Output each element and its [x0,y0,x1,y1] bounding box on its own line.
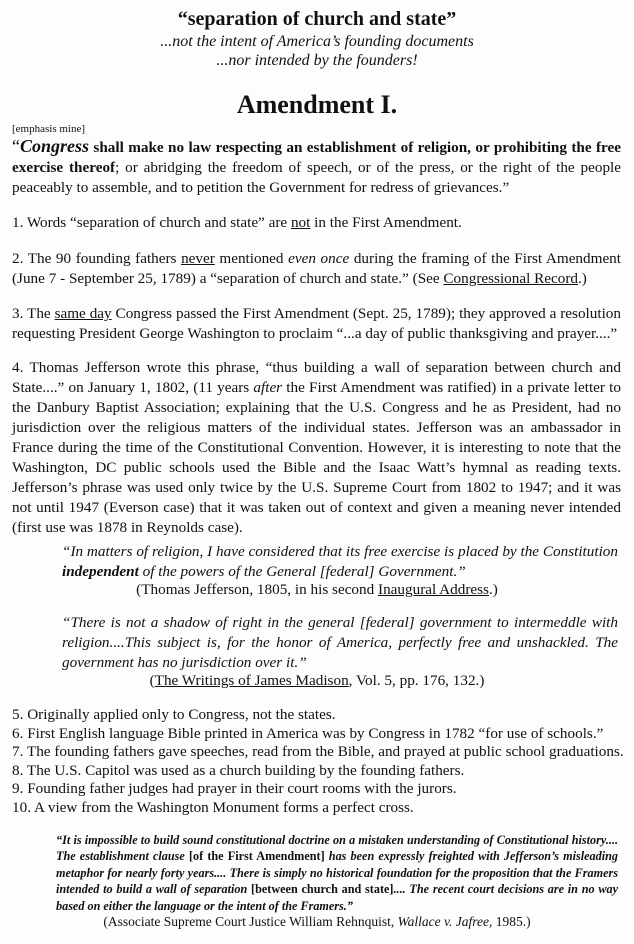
jefferson-quote-a: “In matters of religion, I have considered that its free exercise is placed by the Constitution [62,543,618,560]
point-4-italic: after [253,379,283,396]
jefferson-citation [0,580,634,600]
point-1-underline: not [290,214,311,231]
point-2 [12,249,621,289]
point-3-text-b: Congress passed the First Amendment (Sept. 25, 1789); they approved a resolution requesting President George Washington to proclaim “...a day of public thanksgiving and prayer....” [12,305,621,342]
jefferson-cite-b: .) [488,581,498,598]
congress-word: Congress [20,136,90,156]
list-item: 5. Originally applied only to Congress, not the states. [12,706,336,723]
jefferson-quote-bold: independent [62,563,139,580]
rehnquist-quote-e: .... The recent court decisions are in no way based on either the language or the intent of the Framers.” [56,882,618,913]
rehnquist-bracket-1: [of the First Amendment] [188,849,325,864]
madison-citation [0,671,634,691]
rehnquist-cite-b: , 1985.) [489,914,531,929]
jefferson-quote-c: of the powers of the General [federal] Government.” [138,563,466,580]
madison-quote: “There is not a shadow of right in the general [federal] government to intermeddle with religion....This subject is, for the honor of America, perfectly free and unshackled. The government has no jurisdiction over it.” [62,614,618,671]
point-3-underline: same day [54,305,112,322]
list-item: 8. The U.S. Capitol was used as a church building by the founding fathers. [12,761,465,779]
list-item: 10. A view from the Washington Monument forms a perfect cross. [12,798,414,816]
list-item: 7. The founding fathers gave speeches, read from the Bible, and prayed at public school graduations. [12,743,624,761]
facts-list [12,706,624,818]
point-1-text-b: in the First Amendment. [310,214,462,231]
point-2-underline-never: never [181,250,215,267]
amendment-rest: ; or abridging the freedom of speech, or of the press, or the right of the people peaceably to assemble, and to petition the Government for redress of grievances.” [12,159,621,196]
rehnquist-citation [0,914,634,930]
point-1 [12,213,621,233]
madison-cite-a: ( [149,672,155,689]
jefferson-quote [62,542,618,582]
madison-cite-b: , Vol. 5, pp. 176, 132.) [348,672,485,689]
point-2-text-c: during the framing of the First Amendment (June 7 - September 25, 1789) a “separation of church and state.” (See [12,250,621,287]
inaugural-address-ref: Inaugural Address [378,581,489,598]
case-name: Wallace v. Jafree [397,914,489,929]
rehnquist-bracket-2: [between church and state] [251,882,394,897]
point-3 [12,304,621,344]
subtitle-line-1: ...not the intent of America’s founding documents [160,33,474,50]
amendment-heading: Amendment I. [236,90,398,119]
subtitle-line-2: ...nor intended by the founders! [216,52,418,69]
list-item: 9. Founding father judges had prayer in their court rooms with the jurors. [12,780,457,798]
rehnquist-quote [56,832,618,914]
rehnquist-cite-a: (Associate Supreme Court Justice William Rehnquist, [103,914,398,929]
point-4 [12,358,621,538]
point-1-text-a: 1. Words “separation of church and state” are [12,214,291,231]
emphasis-note: [emphasis mine] [12,123,86,135]
open-quote: “ [12,136,20,156]
point-3-text-a: 3. The [12,305,55,322]
jefferson-cite-a: (Thomas Jefferson, 1805, in his second [136,581,379,598]
point-2-text-b: mentioned [214,250,289,267]
point-2-italic: even once [288,250,350,267]
congressional-record-ref: Congressional Record [443,270,578,287]
point-2-text-d: .) [577,270,587,287]
madison-writings-ref: The Writings of James Madison [154,672,349,689]
amendment-bold-clause: shall make no law respecting an establishment of religion, or prohibiting the free exercise thereof [12,139,621,176]
amendment-text [12,136,621,198]
page-title: “separation of church and state” [177,8,457,30]
point-4-text-a: 4. Thomas Jefferson wrote this phrase, “thus building a wall of separation between church and State....” on January 1, 1802, (11 years [12,359,621,396]
point-4-text-b: the First Amendment was ratified) in a private letter to the Danbury Baptist Association; explaining that the U.S. Congress and he as President, had no jurisdiction over the religious matters of the individual states. Jefferson was an ambassador in France during the time of the Constitutional Convention. However, it is interesting to note that the Washington, DC public schools used the Bible and the Isaac Watt’s hymnal as reading texts. Jefferson’s phrase was used only twice by the U.S. Supreme Court from 1802 to 1947; and it was not until 1947 (Everson case) that it was taken out of context and given a meaning never intended (first use was 1878 in Reynolds case). [12,379,621,536]
rehnquist-quote-a: “It is impossible to build sound constitutional doctrine on a mistaken understanding of Constitutional history.... The establishment clause [56,833,618,864]
list-item: 6. First English language Bible printed in America was by Congress in 1782 “for use of schools.” [12,724,604,742]
point-2-text-a: 2. The 90 founding fathers [12,250,182,267]
rehnquist-quote-c: has been expressly freighted with Jefferson’s misleading metaphor for nearly forty years.... There is simply no historical foundation for the proposition that the Framers intended to build a wall of separation [56,849,618,897]
